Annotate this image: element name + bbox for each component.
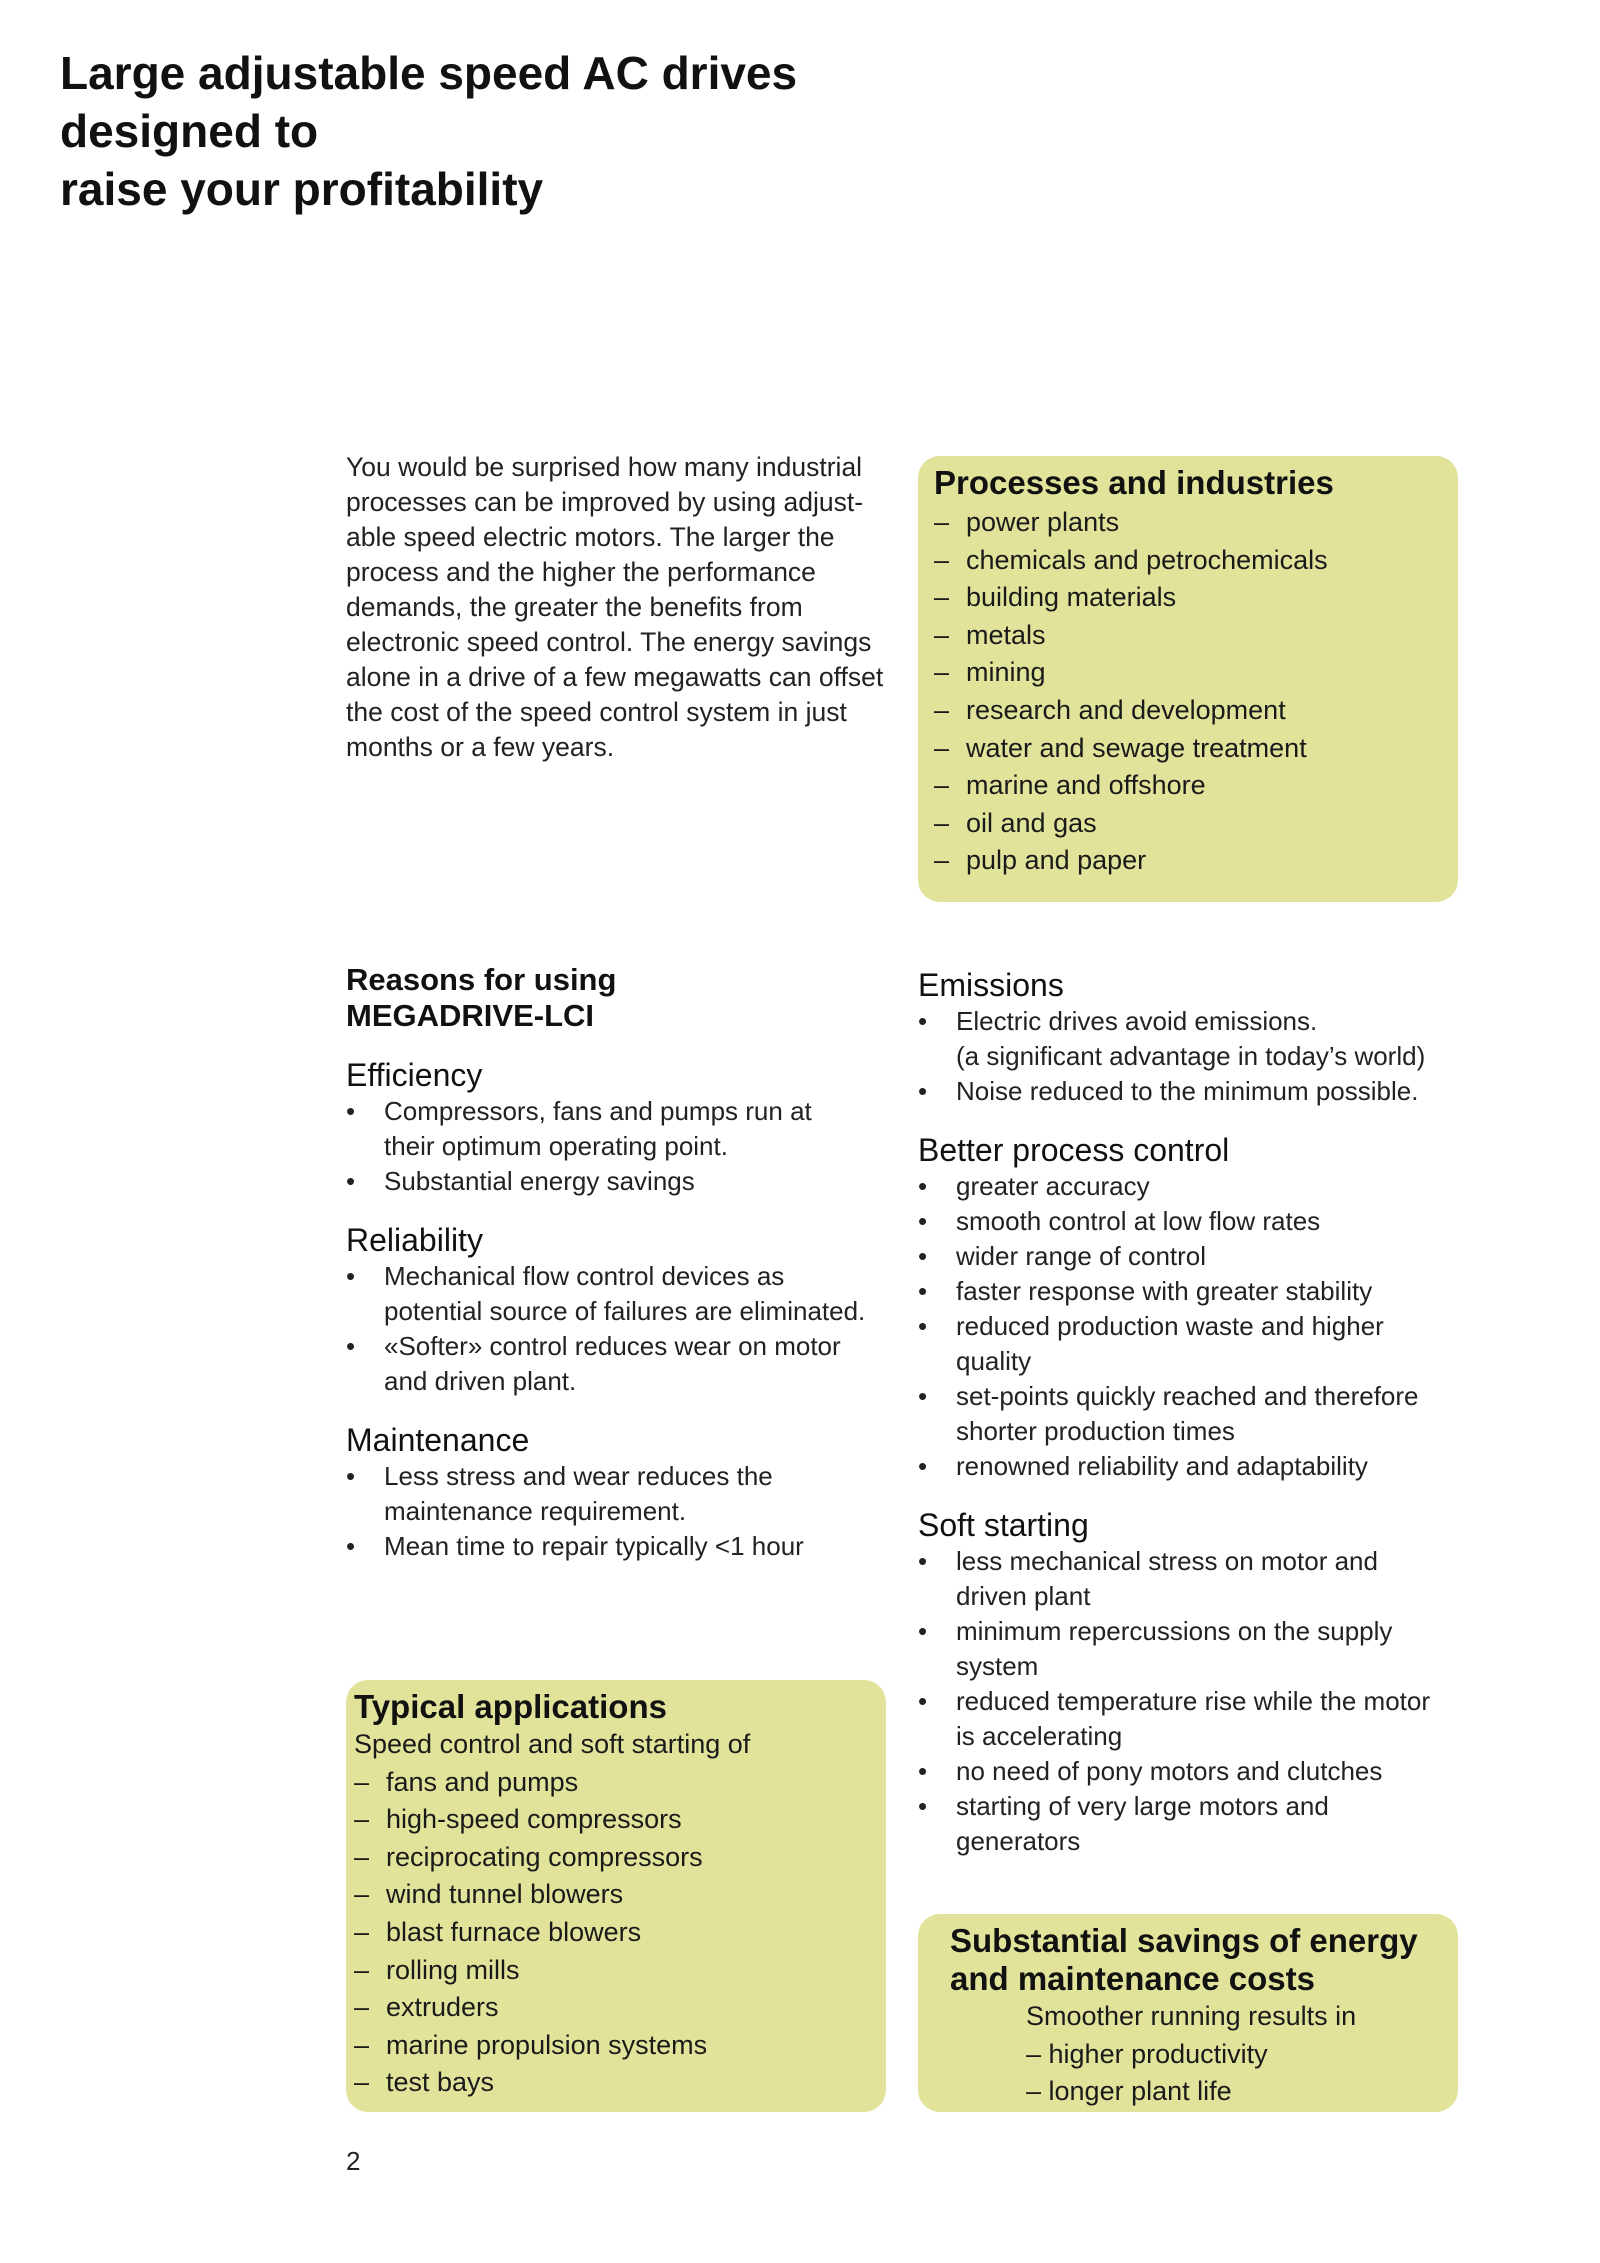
bullet-mark: • <box>918 1311 928 1341</box>
list-item-text: marine propulsion systems <box>386 2029 708 2060</box>
bullet-item <box>918 1074 1478 1109</box>
bullet-text: starting of very large motors and generators <box>956 1791 1329 1856</box>
list-item <box>934 767 1442 805</box>
list-item-text: reciprocating compressors <box>386 1841 703 1872</box>
bullet-mark: • <box>918 1076 928 1106</box>
list-item <box>934 842 1442 880</box>
savings-line: – longer plant life <box>1026 2076 1232 2107</box>
bullet-item <box>346 1164 906 1199</box>
dash-mark: – <box>354 1804 370 1835</box>
list-item <box>354 1989 878 2027</box>
list-item-text: fans and pumps <box>386 1766 579 1797</box>
list-item-text: extruders <box>386 1992 499 2023</box>
bullet-item <box>918 1309 1478 1379</box>
bullet-mark: • <box>346 1166 356 1196</box>
bullet-text: Mean time to repair typically <1 hour <box>384 1531 804 1561</box>
bullet-text: Compressors, fans and pumps run at their optimum operating point. <box>384 1096 812 1161</box>
processes-box <box>918 456 1458 902</box>
soft-starting-section <box>918 1506 1478 1859</box>
bullet-item <box>918 1449 1478 1484</box>
list-item-text: pulp and paper <box>966 845 1147 876</box>
bullet-item <box>346 1529 906 1564</box>
list-item-text: mining <box>966 657 1046 688</box>
bullet-item <box>918 1204 1478 1239</box>
intro-line: You would be surprised how many industrial <box>346 452 863 482</box>
savings-box <box>918 1914 1458 2112</box>
processes-title: Processes and industries <box>934 464 1334 501</box>
dash-mark: – <box>354 1992 370 2023</box>
intro-line: the cost of the speed control system in just <box>346 697 847 727</box>
dash-mark: – <box>934 582 950 613</box>
section-title: Emissions <box>918 967 1064 1003</box>
applications-subtitle: Speed control and soft starting of <box>354 1729 751 1759</box>
list-item <box>934 730 1442 768</box>
list-item-text: water and sewage treatment <box>966 732 1307 763</box>
list-item <box>354 2027 878 2065</box>
list-item <box>354 1952 878 1990</box>
dash-mark: – <box>934 657 950 688</box>
bullet-mark: • <box>346 1531 356 1561</box>
intro-line: processes can be improved by using adjust- <box>346 487 864 517</box>
bullet-mark: • <box>918 1381 928 1411</box>
processes-list <box>934 504 1442 880</box>
dash-mark: – <box>934 845 950 876</box>
bullet-text: smooth control at low flow rates <box>956 1206 1321 1236</box>
bullet-item <box>918 1169 1478 1204</box>
dash-mark: – <box>934 507 950 537</box>
bullet-text: minimum repercussions on the supply system <box>956 1616 1393 1681</box>
reasons-heading-line: MEGADRIVE-LCI <box>346 998 594 1033</box>
bullet-text: greater accuracy <box>956 1171 1150 1201</box>
bullet-mark: • <box>918 1171 928 1201</box>
list-item-text: building materials <box>966 582 1177 613</box>
list-item <box>934 654 1442 692</box>
bullet-item <box>918 1544 1478 1614</box>
bullet-item <box>918 1614 1478 1684</box>
bullet-text: no need of pony motors and clutches <box>956 1756 1383 1786</box>
bullet-mark: • <box>918 1006 928 1036</box>
efficiency-section <box>346 1056 906 1199</box>
reasons-heading <box>346 962 906 1034</box>
intro-line: demands, the greater the benefits from <box>346 592 803 622</box>
bullet-text: Electric drives avoid emissions. (a significant advantage in today’s world) <box>956 1006 1426 1071</box>
bullet-item <box>918 1684 1478 1754</box>
dash-mark: – <box>934 732 950 763</box>
bullet-text: wider range of control <box>956 1241 1207 1271</box>
list-item-text: wind tunnel blowers <box>386 1879 624 1910</box>
dash-mark: – <box>354 1766 370 1797</box>
bullet-text: Substantial energy savings <box>384 1166 695 1196</box>
list-item-text: research and development <box>966 694 1286 725</box>
dash-mark: – <box>934 544 950 575</box>
list-item <box>354 1914 878 1952</box>
bullet-mark: • <box>346 1461 356 1491</box>
section-title: Better process control <box>918 1132 1230 1168</box>
title-line: raise your profitability <box>60 163 544 215</box>
savings-line: Smoother running results in <box>1026 2001 1357 2031</box>
page-number: 2 <box>346 2146 361 2176</box>
reasons-heading-line: Reasons for using <box>346 962 617 997</box>
list-item <box>934 579 1442 617</box>
bullet-item <box>346 1459 906 1529</box>
bullet-mark: • <box>918 1686 928 1716</box>
bullet-item <box>346 1094 906 1164</box>
list-item <box>354 1876 878 1914</box>
list-item-text: chemicals and petrochemicals <box>966 544 1328 575</box>
dash-mark: – <box>354 2029 370 2060</box>
bullet-text: faster response with greater stability <box>956 1276 1373 1306</box>
section-title: Reliability <box>346 1222 483 1258</box>
list-item-text: blast furnace blowers <box>386 1916 642 1947</box>
bullet-mark: • <box>918 1206 928 1236</box>
bullet-text: renowned reliability and adaptability <box>956 1451 1368 1481</box>
list-item-text: metals <box>966 619 1046 650</box>
emissions-section <box>918 966 1478 1109</box>
list-item-text: oil and gas <box>966 807 1097 838</box>
intro-line: months or a few years. <box>346 732 615 762</box>
bullet-item <box>918 1004 1478 1074</box>
applications-list <box>354 1764 878 2102</box>
bullet-mark: • <box>918 1451 928 1481</box>
list-item <box>354 1839 878 1877</box>
dash-mark: – <box>354 1841 370 1872</box>
section-title: Soft starting <box>918 1507 1089 1543</box>
list-item <box>934 617 1442 655</box>
reasons-column <box>346 962 906 1564</box>
list-item <box>354 1764 878 1802</box>
intro-paragraph <box>346 450 891 765</box>
bullet-item <box>918 1239 1478 1274</box>
list-item <box>354 1801 878 1839</box>
bullet-text: reduced production waste and higher quality <box>956 1311 1384 1376</box>
applications-title: Typical applications <box>354 1688 667 1725</box>
bullet-text: less mechanical stress on motor and driven plant <box>956 1546 1378 1611</box>
process-control-section <box>918 1131 1478 1484</box>
bullet-mark: • <box>918 1546 928 1576</box>
savings-title-line: and maintenance costs <box>950 1960 1315 1997</box>
dash-mark: – <box>934 619 950 650</box>
title-line: designed to <box>60 105 319 157</box>
bullet-mark: • <box>918 1276 928 1306</box>
list-item <box>934 504 1442 542</box>
benefits-column <box>918 966 1478 1859</box>
page-title <box>60 44 960 218</box>
list-item-text: power plants <box>966 507 1120 537</box>
title-line: Large adjustable speed AC drives <box>60 47 798 99</box>
list-item <box>354 2064 878 2102</box>
bullet-item <box>918 1789 1478 1859</box>
bullet-mark: • <box>918 1756 928 1786</box>
dash-mark: – <box>354 2067 370 2098</box>
bullet-mark: • <box>918 1241 928 1271</box>
bullet-item <box>918 1754 1478 1789</box>
intro-line: process and the higher the performance <box>346 557 816 587</box>
bullet-item <box>918 1274 1478 1309</box>
bullet-mark: • <box>346 1261 356 1291</box>
intro-line: able speed electric motors. The larger the <box>346 522 835 552</box>
section-title: Maintenance <box>346 1422 530 1458</box>
bullet-mark: • <box>346 1331 356 1361</box>
bullet-text: reduced temperature rise while the motor is accelerating <box>956 1686 1431 1751</box>
list-item <box>934 542 1442 580</box>
dash-mark: – <box>934 807 950 838</box>
list-item-text: marine and offshore <box>966 770 1206 801</box>
bullet-text: set-points quickly reached and therefore shorter production times <box>956 1381 1419 1446</box>
savings-body <box>950 1998 1442 2111</box>
dash-mark: – <box>934 770 950 801</box>
bullet-mark: • <box>918 1616 928 1646</box>
dash-mark: – <box>354 1879 370 1910</box>
bullet-text: Noise reduced to the minimum possible. <box>956 1076 1419 1106</box>
savings-title-line: Substantial savings of energy <box>950 1922 1418 1959</box>
bullet-item <box>346 1259 906 1329</box>
savings-line: – higher productivity <box>1026 2038 1268 2069</box>
bullet-mark: • <box>346 1096 356 1126</box>
dash-mark: – <box>354 1916 370 1947</box>
bullet-item <box>918 1379 1478 1449</box>
bullet-text: Less stress and wear reduces the maintenance requirement. <box>384 1461 773 1526</box>
bullet-item <box>346 1329 906 1399</box>
bullet-mark: • <box>918 1791 928 1821</box>
list-item-text: rolling mills <box>386 1954 520 1985</box>
intro-line: alone in a drive of a few megawatts can offset <box>346 662 884 692</box>
maintenance-section <box>346 1421 906 1564</box>
list-item <box>934 692 1442 730</box>
applications-box <box>346 1680 886 2112</box>
intro-line: electronic speed control. The energy savings <box>346 627 872 657</box>
dash-mark: – <box>354 1954 370 1985</box>
reliability-section <box>346 1221 906 1399</box>
list-item-text: high-speed compressors <box>386 1804 682 1835</box>
section-title: Efficiency <box>346 1057 483 1093</box>
list-item-text: test bays <box>386 2067 495 2098</box>
dash-mark: – <box>934 694 950 725</box>
bullet-text: Mechanical flow control devices as potential source of failures are eliminated. <box>384 1261 866 1326</box>
bullet-text: «Softer» control reduces wear on motor and driven plant. <box>384 1331 841 1396</box>
list-item <box>934 805 1442 843</box>
